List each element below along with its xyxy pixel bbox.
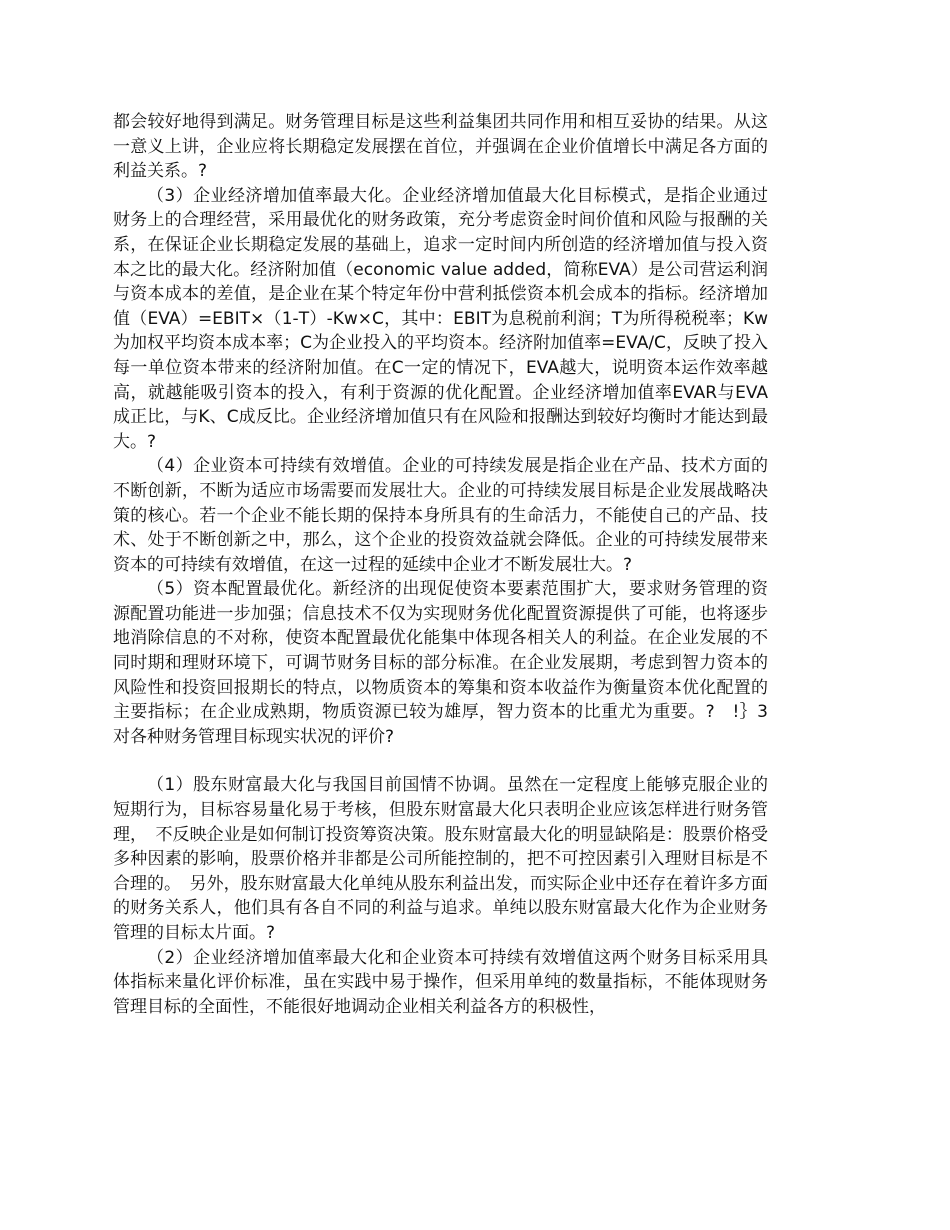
paragraph-eva-and-sustainability: （2）企业经济增加值率最大化和企业资本可持续有效增值这两个财务目标采用具体指标来量化评价标准，虽在实践中易于操作，但采用单纯的数量指标，不能体现财务管理目标的全面性，不能很好地调动企业相关利益各方的积极性， [113, 947, 768, 1017]
document-page [113, 110, 768, 1019]
paragraph-sustainable-growth: （4）企业资本可持续有效增值。企业的可持续发展是指企业在产品、技术方面的不断创新，不断为适应市场需要而发展壮大。企业的可持续发展目标是企业发展战略决策的核心。若一个企业不能长期的保持本身所具有的生命活力，不能使自己的产品、技术、处于不断创新之中，那么，这个企业的投资效益就会降低。企业的可持续发展带来资本的可持续有效增值，在这一过程的延续中企业才不断发展壮大。? [113, 456, 768, 575]
paragraph-eva-rate: （3）企业经济增加值率最大化。企业经济增加值最大化目标模式，是指企业通过财务上的合理经营，采用最优化的财务政策，充分考虑资金时间价值和风险与报酬的关系，在保证企业长期稳定发展的基础上，追求一定时间内所创造的经济增加值与投入资本之比的最大化。经济附加值（economic value added，简称EVA）是公司营运利润与资本成本的差值，是企业在某个特定年份中营利抵偿资本机会成本的指标。经济增加值（EVA）=EBIT×（1-T）-Kw×C，其中：EBIT为息税前利润；T为所得税税率；Kw为加权平均资本成本率；C为企业投入的平均资本。经济附加值率=EVA/C，反映了投入每一单位资本带来的经济附加值。在C一定的情况下，EVA越大，说明资本运作效率越高，就越能吸引资本的投入，有利于资源的优化配置。企业经济增加值率EVAR与EVA成正比，与K、C成反比。企业经济增加值只有在风险和报酬达到较好均衡时才能达到最大。? [113, 185, 768, 452]
paragraph-shareholder-wealth: （1）股东财富最大化与我国目前国情不协调。虽然在一定程度上能够克服企业的短期行为，目标容易量化易于考核，但股东财富最大化只表明企业应该怎样进行财务管理， 不反映企业是如何制订投资筹资决策。股东财富最大化的明显缺陷是：股票价格受多种因素的影响，股票价格并非都是公司所能控制的，把不可控因素引入理财目标是不合理的。 另外，股东财富最大化单纯从股东利益出发，而实际企业中还存在着许多方面的财务关系人，他们具有各自不同的利益与追求。单纯以股东财富最大化作为企业财务管理的目标太片面。? [113, 775, 768, 943]
paragraph-capital-allocation: （5）资本配置最优化。新经济的出现促使资本要素范围扩大，要求财务管理的资源配置功能进一步加强；信息技术不仅为实现财务优化配置资源提供了可能，也将逐步地消除信息的不对称，使资本配置最优化能集中体现各相关人的利益。在企业发展的不同时期和理财环境下，可调节财务目标的部分标准。在企业发展期，考虑到智力资本的风险性和投资回报期长的特点，以物质资本的筹集和资本收益作为衡量资本优化配置的主要指标；在企业成熟期，物质资源已较为雄厚，智力资本的比重尤为重要。? !｝3 对各种财务管理目标现实状况的评价? [113, 579, 768, 747]
paragraph-intro-continuation: 都会较好地得到满足。财务管理目标是这些利益集团共同作用和相互妥协的结果。从这一意义上讲，企业应将长期稳定发展摆在首位，并强调在企业价值增长中满足各方面的利益关系。? [113, 112, 768, 182]
